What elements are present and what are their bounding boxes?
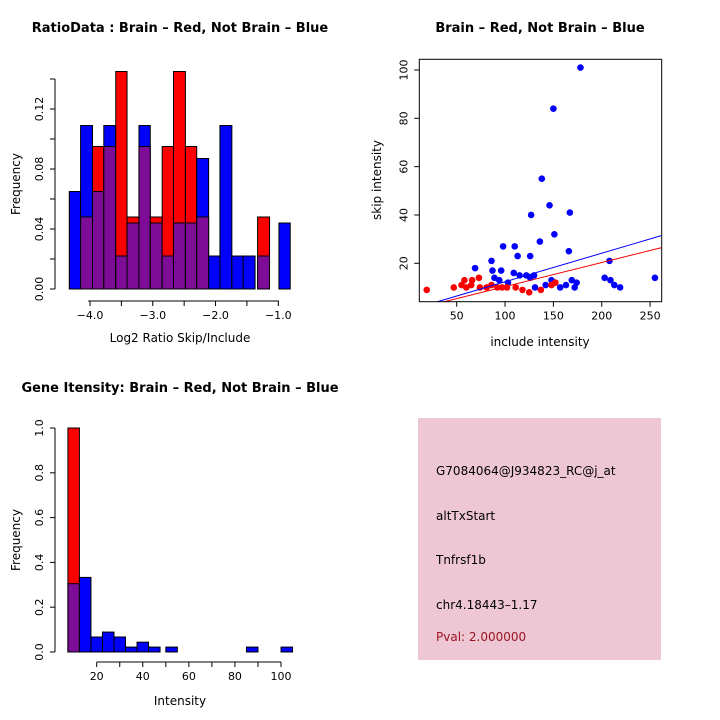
histogram-bar-segment (79, 577, 91, 652)
blue-point (511, 243, 518, 250)
blue-point (498, 267, 505, 274)
histogram-bar-segment (279, 223, 290, 289)
y-tick-label: 0.08 (33, 156, 46, 182)
red-point (450, 284, 457, 291)
histogram-bar-segment (232, 256, 243, 289)
histogram-bar-segment (197, 217, 209, 289)
y-axis (33, 419, 55, 661)
x-tick-label: −1.0 (264, 309, 292, 322)
red-point (461, 277, 468, 284)
x-axis (90, 662, 292, 683)
histogram-bar-segment (69, 192, 80, 290)
blue-point (652, 274, 659, 281)
x-tick-label: −2.0 (202, 309, 229, 322)
red-point (526, 289, 533, 296)
ratio-histogram-plot (0, 0, 360, 360)
blue-point (528, 212, 535, 219)
histogram-bar-segment (127, 223, 139, 289)
y-tick-label: 0.04 (33, 216, 46, 242)
scatter-xlabel: include intensity (490, 335, 590, 349)
histogram-bar-segment (185, 223, 196, 289)
blue-point (527, 253, 534, 260)
histogram-bar-segment (102, 632, 114, 652)
event-type-text: altTxStart (436, 509, 496, 523)
red-point (552, 279, 559, 286)
blue-point (566, 248, 573, 255)
histogram-bar-segment (162, 256, 173, 289)
y-tick-label: 1.0 (33, 419, 46, 437)
blue-point (577, 64, 584, 71)
y-axis (397, 59, 419, 270)
histogram-bar-segment (209, 256, 220, 289)
histogram-bar-segment (114, 637, 126, 652)
blue-point (551, 231, 558, 238)
blue-point (532, 284, 539, 291)
histogram-bar-segment (166, 647, 178, 652)
x-tick-label: 40 (135, 670, 150, 683)
y-tick-label: 80 (397, 111, 411, 126)
blue-fit-line (437, 236, 661, 302)
x-tick-label: 250 (639, 309, 661, 323)
red-point (519, 287, 526, 294)
histogram-bar-segment (68, 584, 80, 652)
y-tick-label: 60 (397, 159, 411, 174)
histogram-bar-segment (126, 647, 138, 652)
red-point (538, 287, 545, 294)
histogram-bar-segment (246, 647, 258, 652)
y-tick-label: 0.6 (33, 508, 46, 527)
blue-point (537, 238, 544, 245)
histogram-bars (69, 72, 290, 290)
blue-point (563, 282, 570, 289)
y-tick-label: 0.4 (33, 553, 46, 572)
histogram-bar-segment (220, 126, 232, 290)
histogram-bar-segment (93, 192, 104, 290)
gene-histogram-ylabel: Frequency (9, 509, 23, 571)
fit-lines (437, 236, 661, 302)
histogram-bar-segment (81, 217, 93, 289)
histogram-bar-segment (149, 647, 161, 652)
x-tick-label: −4.0 (76, 309, 104, 322)
x-axis (77, 301, 292, 322)
histogram-bar-segment (243, 256, 255, 289)
blue-point (514, 253, 521, 260)
y-tick-label: 0.0 (33, 643, 46, 661)
gene-intensity-histogram-plot (0, 360, 360, 720)
gene-histogram-title: Gene Itensity: Brain – Red, Not Brain – Blue (21, 381, 339, 396)
scatter-points (423, 64, 658, 295)
y-tick-label: 0.2 (33, 598, 46, 616)
x-tick-label: 20 (89, 670, 104, 683)
red-fit-line (444, 248, 662, 302)
x-tick-label: 200 (591, 309, 613, 323)
histogram-bar-segment (137, 642, 149, 652)
x-axis (450, 302, 661, 323)
blue-point (611, 282, 618, 289)
gene-info-box (418, 418, 661, 660)
histogram-bar-segment (150, 223, 162, 289)
blue-point (489, 267, 496, 274)
blue-point (567, 209, 574, 216)
blue-point (542, 282, 549, 289)
x-tick-label: 60 (181, 670, 196, 683)
histogram-bar-segment (281, 647, 293, 652)
x-tick-label: 150 (542, 309, 564, 323)
blue-point (488, 258, 495, 265)
pval-text: Pval: 2.000000 (436, 630, 527, 644)
blue-point (546, 202, 553, 209)
scatter-ylabel: skip intensity (370, 140, 384, 220)
y-tick-label: 20 (397, 256, 411, 271)
ratio-histogram-xlabel: Log2 Ratio Skip/Include (109, 331, 251, 345)
histogram-bar-segment (91, 637, 103, 652)
blue-point (550, 105, 557, 112)
y-tick-label: 40 (397, 207, 411, 222)
histogram-bar-segment (139, 147, 150, 290)
blue-point (538, 175, 545, 182)
probe-id-text: G7084064@J934823_RC@j_at (436, 464, 616, 478)
blue-point (557, 284, 564, 291)
ratio-histogram-title: RatioData : Brain – Red, Not Brain – Blue (31, 21, 329, 36)
y-tick-label: 0.12 (33, 96, 46, 122)
x-tick-label: 80 (227, 670, 242, 683)
y-axis (33, 79, 55, 301)
histogram-bar-segment (258, 256, 270, 289)
scatter-title: Brain – Red, Not Brain – Blue (435, 21, 645, 36)
x-tick-label: 50 (449, 309, 464, 323)
blue-point (571, 284, 578, 291)
histogram-bar-segment (173, 223, 185, 289)
histogram-bar-segment (104, 147, 116, 290)
gene-histogram-xlabel: Intensity (153, 694, 207, 708)
red-point (476, 274, 483, 281)
blue-point (472, 265, 479, 272)
blue-point (510, 270, 517, 277)
red-point (512, 284, 519, 291)
x-tick-label: 100 (270, 670, 292, 683)
y-tick-label: 0.8 (33, 464, 46, 482)
y-tick-label: 0.00 (33, 276, 46, 302)
x-tick-label: 100 (494, 309, 516, 323)
histogram-bar-segment (116, 256, 127, 289)
red-point (423, 287, 430, 294)
red-point (469, 277, 476, 284)
ratio-histogram-ylabel: Frequency (9, 153, 23, 215)
intensity-scatter-plot (360, 0, 720, 360)
blue-point (617, 284, 624, 291)
location-text: chr4.18443–1.17 (436, 598, 538, 612)
blue-point (601, 274, 608, 281)
blue-point (500, 243, 507, 250)
histogram-bars (68, 428, 293, 652)
y-tick-label: 100 (397, 59, 411, 81)
gene-name-text: Tnfrsf1b (436, 553, 486, 567)
x-tick-label: −3.0 (139, 309, 167, 322)
